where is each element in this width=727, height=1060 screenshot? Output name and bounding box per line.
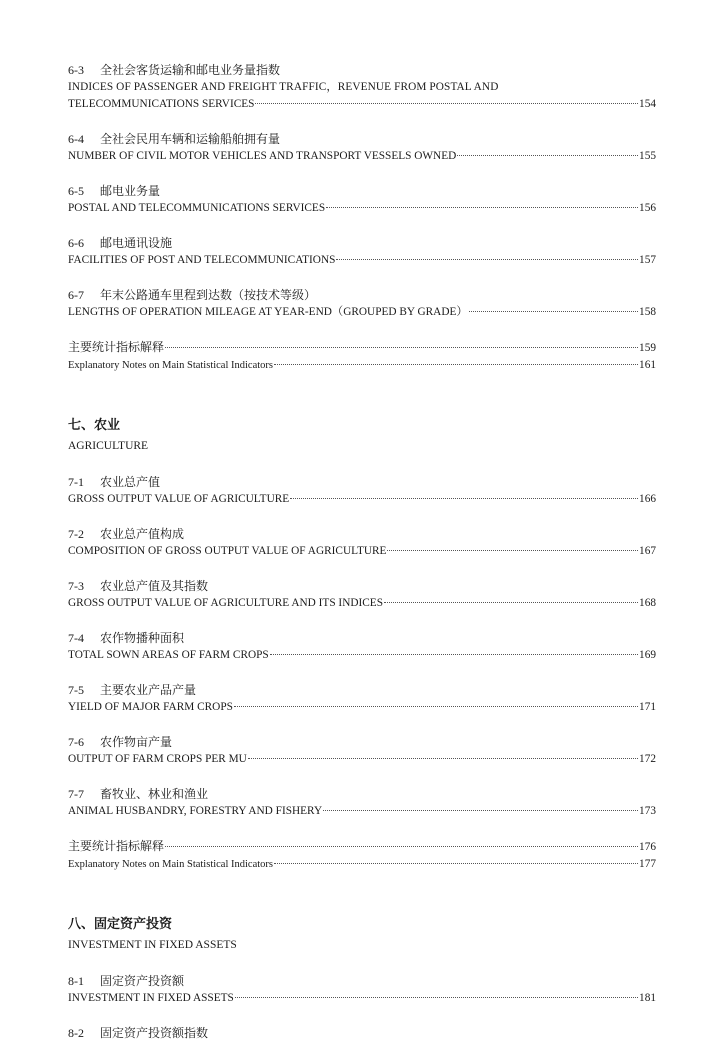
entry-cn-title: 7-5 主要农业产品产量 <box>68 683 197 697</box>
entry-cn-title: 8-1 固定资产投资额 <box>68 974 185 988</box>
entry-cn-title: 7-3 农业总产值及其指数 <box>68 579 209 593</box>
dot-leader <box>274 364 638 365</box>
dot-leader <box>274 863 638 864</box>
entry-en-title: GROSS OUTPUT VALUE OF AGRICULTURE AND ITS INDICES <box>68 597 383 609</box>
entry-cn-title: 7-6 农作物亩产量 <box>68 735 173 749</box>
toc-entry-6-4[interactable] <box>68 131 656 165</box>
notes-cn-title: 主要统计指标解释 <box>68 839 165 853</box>
dot-leader <box>270 654 638 655</box>
entry-number: 7-6 <box>68 735 84 749</box>
toc-entry-6-5[interactable] <box>68 183 656 217</box>
dot-leader <box>469 311 638 312</box>
dot-leader <box>248 758 638 759</box>
page-number[interactable]: 177 <box>639 858 656 870</box>
page-number[interactable]: 173 <box>639 805 656 817</box>
toc-notes-sec6[interactable] <box>68 339 656 374</box>
entry-number: 8-2 <box>68 1026 84 1040</box>
toc-notes-sec7[interactable] <box>68 838 656 873</box>
entry-number: 7-4 <box>68 631 84 645</box>
entry-number: 6-3 <box>68 63 84 77</box>
entry-cn-title: 6-3 全社会客货运输和邮电业务量指数 <box>68 63 281 77</box>
toc-entry-7-3[interactable] <box>68 578 656 612</box>
entry-number: 6-7 <box>68 288 84 302</box>
entry-number: 7-3 <box>68 579 84 593</box>
page-number[interactable]: 157 <box>639 254 656 266</box>
section-en-title: AGRICULTURE <box>68 440 149 452</box>
dot-leader <box>235 997 638 998</box>
dot-leader <box>336 259 638 260</box>
dot-leader <box>290 498 638 499</box>
entry-en-title: LENGTHS OF OPERATION MILEAGE AT YEAR-END（GROUPED BY GRADE） <box>68 306 468 318</box>
notes-cn-title: 主要统计指标解释 <box>68 340 165 354</box>
toc-page <box>68 62 656 1060</box>
entry-en-title: GROSS OUTPUT VALUE OF AGRICULTURE <box>68 493 290 505</box>
toc-entry-6-3[interactable] <box>68 62 656 113</box>
toc-row[interactable] <box>68 699 656 716</box>
dot-leader <box>384 602 638 603</box>
toc-entry-8-2[interactable] <box>68 1025 656 1042</box>
page-number[interactable]: 161 <box>639 359 656 371</box>
entry-cn-title: 6-7 年末公路通车里程到达数（按技术等级） <box>68 288 317 302</box>
dot-leader <box>255 103 638 104</box>
page-number[interactable]: 155 <box>639 150 656 162</box>
entry-cn-title: 7-1 农业总产值 <box>68 475 161 489</box>
toc-row[interactable] <box>68 148 656 165</box>
toc-entry-7-4[interactable] <box>68 630 656 664</box>
notes-en-title: Explanatory Notes on Main Statistical Indicators <box>68 360 273 371</box>
dot-leader <box>387 550 638 551</box>
notes-en-title: Explanatory Notes on Main Statistical Indicators <box>68 859 273 870</box>
toc-entry-8-1[interactable] <box>68 973 656 1007</box>
entry-number: 7-2 <box>68 527 84 541</box>
entry-cn-title: 6-6 邮电通讯设施 <box>68 236 173 250</box>
entry-number: 6-6 <box>68 236 84 250</box>
dot-leader <box>457 155 638 156</box>
entry-number: 6-5 <box>68 184 84 198</box>
page-number[interactable]: 166 <box>639 493 656 505</box>
entry-number: 8-1 <box>68 974 84 988</box>
toc-row[interactable] <box>68 647 656 664</box>
page-number[interactable]: 176 <box>639 841 656 853</box>
toc-row[interactable] <box>68 491 656 508</box>
entry-en-title: TELECOMMUNICATIONS SERVICES <box>68 98 255 110</box>
entry-number: 7-7 <box>68 787 84 801</box>
entry-en-title: TOTAL SOWN AREAS OF FARM CROPS <box>68 649 269 661</box>
entry-en-title: YIELD OF MAJOR FARM CROPS <box>68 701 233 713</box>
dot-leader <box>165 846 638 847</box>
entry-en-title: POSTAL AND TELECOMMUNICATIONS SERVICES <box>68 202 326 214</box>
toc-entry-7-5[interactable] <box>68 682 656 716</box>
entry-cn-title: 6-5 邮电业务量 <box>68 184 161 198</box>
entry-en-title: NUMBER OF CIVIL MOTOR VEHICLES AND TRANSPORT VESSELS OWNED <box>68 150 457 162</box>
dot-leader <box>326 207 638 208</box>
entry-en-title: COMPOSITION OF GROSS OUTPUT VALUE OF AGRICULTURE <box>68 545 387 557</box>
section-cn-title: 八、固定资产投资 <box>68 916 173 931</box>
section-en-title: INVESTMENT IN FIXED ASSETS <box>68 939 237 951</box>
dot-leader <box>234 706 638 707</box>
page-number[interactable]: 154 <box>639 98 656 110</box>
page-number[interactable]: 159 <box>639 342 656 354</box>
toc-row[interactable] <box>68 252 656 269</box>
entry-number: 7-5 <box>68 683 84 697</box>
toc-row[interactable] <box>68 990 656 1007</box>
toc-row-notes-en[interactable] <box>68 357 656 374</box>
page-number[interactable]: 167 <box>639 545 656 557</box>
page-number[interactable]: 169 <box>639 649 656 661</box>
section-heading-7 <box>68 414 656 456</box>
entry-en-title: INVESTMENT IN FIXED ASSETS <box>68 992 234 1004</box>
toc-entry-7-7[interactable] <box>68 786 656 820</box>
section-cn-title: 七、农业 <box>68 417 121 432</box>
entry-cn-title: 7-2 农业总产值构成 <box>68 527 185 541</box>
toc-row[interactable] <box>68 803 656 820</box>
page-number[interactable]: 181 <box>639 992 656 1004</box>
entry-en-title: OUTPUT OF FARM CROPS PER MU <box>68 753 247 765</box>
page-number[interactable]: 172 <box>639 753 656 765</box>
entry-number: 6-4 <box>68 132 84 146</box>
entry-cn-title: 7-4 农作物播种面积 <box>68 631 185 645</box>
toc-entry-7-2[interactable] <box>68 526 656 560</box>
toc-entry-7-1[interactable] <box>68 474 656 508</box>
toc-row-notes-cn[interactable] <box>68 339 656 357</box>
page-number[interactable]: 158 <box>639 306 656 318</box>
toc-row[interactable] <box>68 96 656 113</box>
dot-leader <box>323 810 638 811</box>
toc-row[interactable] <box>68 304 656 321</box>
entry-cn-title: 8-2 固定资产投资额指数 <box>68 1026 209 1040</box>
toc-row[interactable] <box>68 543 656 560</box>
toc-row-notes-en[interactable] <box>68 856 656 873</box>
toc-row[interactable] <box>68 595 656 612</box>
page-number[interactable]: 171 <box>639 701 656 713</box>
entry-en-title: FACILITIES OF POST AND TELECOMMUNICATIONS <box>68 254 336 266</box>
toc-entry-6-7[interactable] <box>68 287 656 321</box>
toc-row-notes-cn[interactable] <box>68 838 656 856</box>
entry-en-title: INDICES OF PASSENGER AND FREIGHT TRAFFIC，REVENUE FROM POSTAL AND <box>68 81 499 93</box>
page-number[interactable]: 156 <box>639 202 656 214</box>
toc-row[interactable] <box>68 200 656 217</box>
entry-cn-title: 6-4 全社会民用车辆和运输船舶拥有量 <box>68 132 281 146</box>
toc-row[interactable] <box>68 751 656 768</box>
dot-leader <box>165 347 638 348</box>
page-number[interactable]: 168 <box>639 597 656 609</box>
entry-cn-title: 7-7 畜牧业、林业和渔业 <box>68 787 209 801</box>
entry-number: 7-1 <box>68 475 84 489</box>
entry-en-title: ANIMAL HUSBANDRY, FORESTRY AND FISHERY <box>68 805 323 817</box>
section-heading-8 <box>68 913 656 955</box>
toc-entry-6-6[interactable] <box>68 235 656 269</box>
toc-entry-7-6[interactable] <box>68 734 656 768</box>
